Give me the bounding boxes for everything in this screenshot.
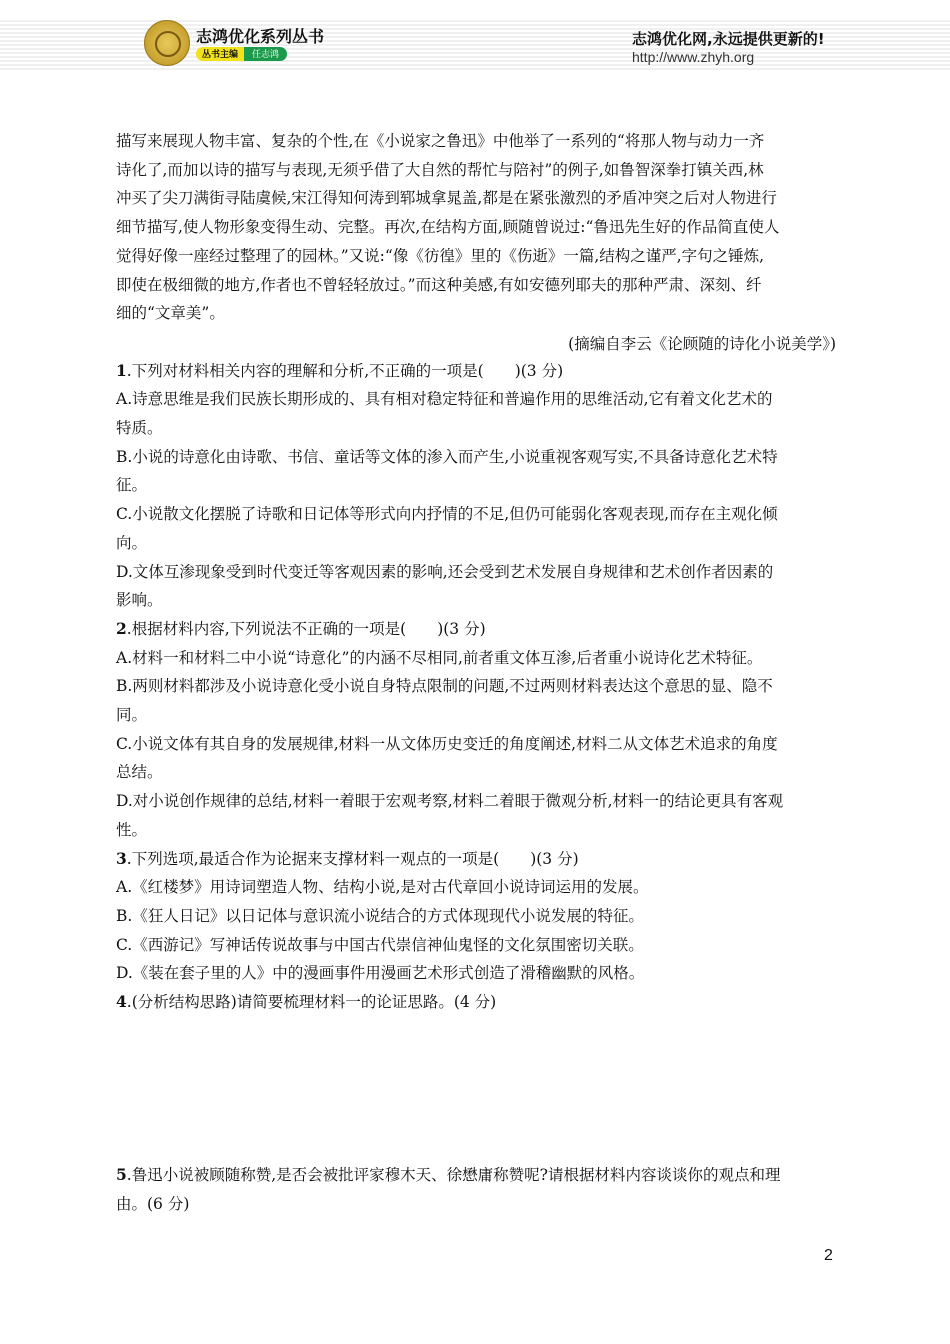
question-option-line	[116, 791, 783, 811]
question-option-line	[116, 475, 147, 495]
question-text: A.诗意思维是我们民族长期形成的、具有相对稳定特征和普遍作用的思维活动,它有着文化艺术的	[116, 390, 773, 409]
question-option-line	[116, 906, 644, 926]
question-option-line	[116, 877, 649, 897]
question-stem	[116, 992, 496, 1012]
question-stem	[116, 361, 563, 381]
question-option-line	[116, 935, 644, 955]
question-text: A.《红楼梦》用诗词塑造人物、结构小说,是对古代章回小说诗词运用的发展。	[116, 878, 649, 897]
question-text: .下列对材料相关内容的理解和分析,不正确的一项是( )(3 分)	[126, 361, 564, 380]
header-slogan: 志鸿优化网,永远提供更新的!	[632, 30, 825, 48]
source-citation: (摘编自李云《论顾随的诗化小说美学》)	[568, 334, 836, 353]
question-text: B.《狂人日记》以日记体与意识流小说结合的方式体现现代小说发展的特征。	[116, 906, 644, 925]
question-option-line	[116, 533, 147, 553]
editor-badge	[196, 47, 287, 61]
question-text: D.对小说创作规律的总结,材料一着眼于宏观考察,材料二着眼于微观分析,材料一的结论更具有客观	[116, 792, 784, 811]
question-text: B.小说的诗意化由诗歌、书信、童话等文体的渗入而产生,小说重视客观写实,不具备诗意化艺术特	[116, 447, 778, 466]
question-option-line	[116, 963, 644, 983]
question-number: 2	[116, 618, 127, 638]
question-text: .(分析结构思路)请简要梳理材料一的论证思路。(4 分)	[126, 993, 497, 1011]
question-text: 征。	[116, 476, 148, 495]
question-text: C.《西游记》写神话传说故事与中国古代崇信神仙鬼怪的文化氛围密切关联。	[116, 935, 644, 954]
question-text: 向。	[116, 533, 148, 552]
question-option-line	[116, 648, 762, 668]
question-text: .下列选项,最适合作为论据来支撑材料一观点的一项是( )(3 分)	[126, 849, 579, 868]
question-stem	[116, 1165, 780, 1185]
question-text: 由。(6 分)	[116, 1194, 190, 1213]
editor-name: 任志鸿	[244, 47, 287, 61]
passage-line: 描写来展现人物丰富、复杂的个性,在《小说家之鲁迅》中他举了一系列的“将那人物与动力一齐	[116, 132, 765, 150]
question-text: C.小说文体有其自身的发展规律,材料一从文体历史变迁的角度阐述,材料二从文体艺术追求的角度	[116, 734, 778, 753]
question-option-line	[116, 389, 773, 409]
editor-label: 丛书主编	[196, 47, 244, 61]
series-logo-icon	[144, 20, 190, 66]
question-option-line	[116, 504, 778, 524]
passage-line: 细节描写,使人物形象变得生动、完整。再次,在结构方面,顾随曾说过:“鲁迅先生好的作品简直使人	[116, 218, 780, 237]
question-option-line	[116, 762, 163, 782]
passage-line: 即使在极细微的地方,作者也不曾轻轻放过。”而这种美感,有如安德列耶夫的那种严肃、深刻、纤	[116, 275, 762, 294]
passage-line: 觉得好像一座经过整理了的园林。”又说:“像《彷徨》里的《伤逝》一篇,结构之谨严,字句之锤炼,	[116, 246, 765, 265]
question-text: A.材料一和材料二中小说“诗意化”的内涵不尽相同,前者重文体互渗,后者重小说诗化艺术特征。	[116, 648, 763, 667]
passage-line: 冲买了尖刀满街寻陆虞候,宋江得知何涛到郓城拿晁盖,都是在紧张激烈的矛盾冲突之后对人物进行	[116, 189, 777, 208]
question-stem	[116, 619, 486, 639]
question-number: 5	[116, 1165, 127, 1184]
question-text: B.两则材料都涉及小说诗意化受小说自身特点限制的问题,不过两则材料表达这个意思的显、隐不	[116, 677, 773, 696]
question-text: .根据材料内容,下列说法不正确的一项是( )(3 分)	[126, 619, 486, 638]
passage-line: 细的“文章美”。	[116, 304, 225, 323]
page-number: 2	[824, 1247, 833, 1264]
question-option-line	[116, 590, 163, 610]
header-url: http://www.zhyh.org	[632, 49, 755, 65]
question-option-line	[116, 676, 773, 696]
passage-line: 诗化了,而加以诗的描写与表现,无须乎借了大自然的帮忙与陪衬”的例子,如鲁智深拳打镇关西,林	[116, 160, 764, 179]
question-option-line	[116, 562, 773, 582]
question-option-line	[116, 447, 778, 467]
question-stem	[116, 849, 579, 869]
series-title: 志鸿优化系列丛书	[196, 27, 325, 46]
question-text: .鲁迅小说被顾随称赞,是否会被批评家穆木天、徐懋庸称赞呢?请根据材料内容谈谈你的观点和理	[126, 1166, 781, 1184]
question-text: 总结。	[116, 763, 163, 782]
question-text: D.文体互渗现象受到时代变迁等客观因素的影响,还会受到艺术发展自身规律和艺术创作者因素的	[116, 562, 774, 581]
question-option-line	[116, 820, 147, 840]
question-option-line	[116, 734, 778, 754]
question-option-line	[116, 418, 163, 438]
question-text: 特质。	[116, 419, 163, 437]
question-text: 性。	[116, 820, 148, 839]
question-option-line	[116, 1194, 189, 1214]
question-text: 同。	[116, 706, 148, 724]
question-option-line	[116, 705, 147, 725]
question-number: 1	[116, 360, 127, 380]
question-number: 4	[116, 992, 127, 1011]
question-text: 影响。	[116, 591, 163, 610]
question-text: C.小说散文化摆脱了诗歌和日记体等形式向内抒情的不足,但仍可能弱化客观表现,而存在主观化倾	[116, 505, 778, 524]
question-number: 3	[116, 848, 127, 868]
question-text: D.《装在套子里的人》中的漫画事件用漫画艺术形式创造了滑稽幽默的风格。	[116, 964, 645, 983]
